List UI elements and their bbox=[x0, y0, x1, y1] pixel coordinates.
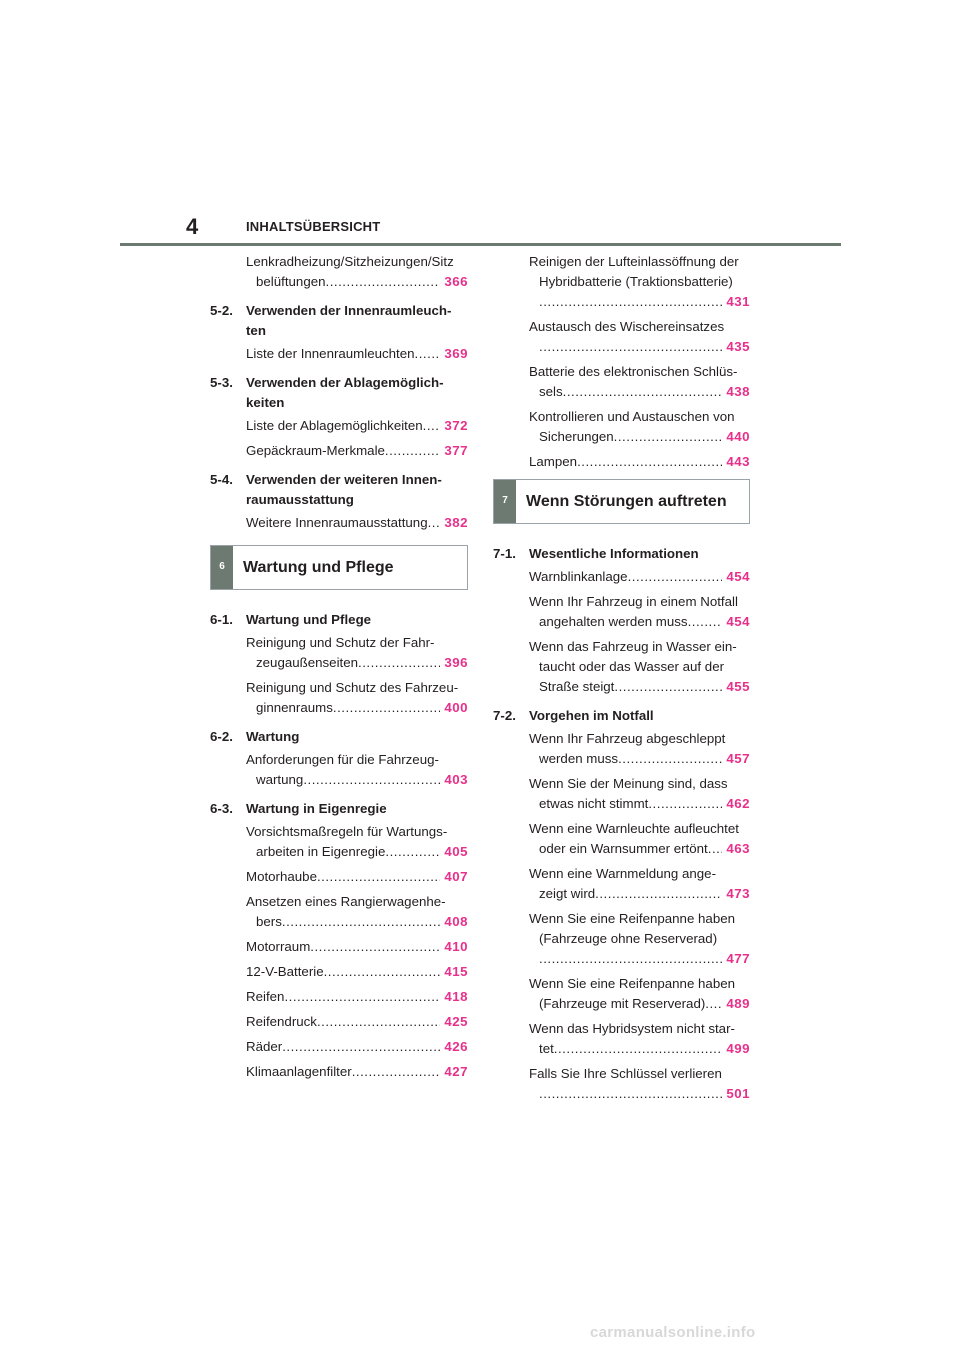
entry-leader-line bbox=[529, 452, 750, 472]
page-link[interactable]: 435 bbox=[726, 339, 750, 354]
page-link[interactable]: 408 bbox=[444, 914, 468, 929]
dot-leader bbox=[539, 949, 722, 969]
page-link[interactable]: 455 bbox=[726, 679, 750, 694]
dot-leader bbox=[303, 770, 440, 790]
dot-leader bbox=[284, 987, 440, 1007]
dot-leader bbox=[317, 867, 440, 887]
toc-entry[interactable] bbox=[246, 750, 468, 790]
page-link[interactable]: 489 bbox=[726, 996, 750, 1011]
entry-leader-line bbox=[539, 884, 750, 904]
entry-leader-line bbox=[256, 653, 468, 673]
page-link[interactable]: 372 bbox=[444, 418, 468, 433]
chapter-title: Wenn Störungen auftreten bbox=[526, 492, 727, 510]
entry-leader-line bbox=[539, 949, 750, 969]
entry-text-line: Wenn Sie der Meinung sind, dass bbox=[529, 776, 728, 791]
toc-entry[interactable] bbox=[246, 441, 468, 461]
page-link[interactable]: 454 bbox=[726, 569, 750, 584]
entry-leader-line bbox=[246, 1062, 468, 1082]
right-column bbox=[493, 252, 750, 1109]
entry-text-line: Hybridbatterie (Traktionsbatterie) bbox=[539, 274, 733, 289]
section-title: Wesentliche Informationen bbox=[529, 546, 699, 561]
page-link[interactable]: 403 bbox=[444, 772, 468, 787]
toc-entry[interactable] bbox=[246, 937, 468, 957]
toc-entry[interactable] bbox=[529, 819, 750, 859]
entry-text-line: Wenn Sie eine Reifenpanne haben bbox=[529, 911, 736, 926]
dot-leader bbox=[688, 612, 723, 632]
toc-entry[interactable] bbox=[246, 633, 468, 673]
page-link[interactable]: 377 bbox=[444, 443, 468, 458]
toc-entry[interactable] bbox=[529, 1019, 750, 1059]
toc-entry[interactable] bbox=[246, 892, 468, 932]
dot-leader bbox=[358, 653, 440, 673]
entry-text: wartung bbox=[256, 772, 304, 787]
toc-entry[interactable] bbox=[529, 317, 750, 357]
entry-text: Klimaanlagenfilter bbox=[246, 1064, 352, 1079]
dot-leader bbox=[554, 1039, 723, 1059]
page-link[interactable]: 366 bbox=[444, 274, 468, 289]
dot-leader bbox=[563, 382, 723, 402]
entry-text: Liste der Innenraumleuchten bbox=[246, 346, 415, 361]
dot-leader bbox=[415, 344, 441, 364]
section-heading bbox=[493, 544, 750, 564]
page-link[interactable]: 405 bbox=[444, 844, 468, 859]
entry-text-line: Austausch des Wischereinsatzes bbox=[529, 319, 725, 334]
entry-text-line: Reinigung und Schutz des Fahrzeu- bbox=[246, 680, 459, 695]
toc-entry[interactable] bbox=[529, 452, 750, 472]
toc-entry[interactable] bbox=[246, 416, 468, 436]
entry-text-line: taucht oder das Wasser auf der bbox=[539, 659, 725, 674]
section-heading bbox=[210, 373, 468, 413]
entry-text-line: Reinigen der Lufteinlassöffnung der bbox=[529, 254, 739, 269]
dot-leader bbox=[595, 884, 722, 904]
entry-text: etwas nicht stimmt bbox=[539, 796, 649, 811]
toc-entry[interactable] bbox=[529, 592, 750, 632]
entry-text-line: Vorsichtsmaßregeln für Wartungs- bbox=[246, 824, 448, 839]
entry-text: werden muss bbox=[539, 751, 619, 766]
dot-leader bbox=[539, 337, 722, 357]
entry-text: belüftungen bbox=[256, 274, 326, 289]
entry-leader-line bbox=[539, 677, 750, 697]
entry-leader-line bbox=[256, 698, 468, 718]
entry-text-line: Anforderungen für die Fahrzeug- bbox=[246, 752, 439, 767]
dot-leader bbox=[705, 994, 722, 1014]
dot-leader bbox=[423, 416, 441, 436]
toc-entry[interactable] bbox=[246, 822, 468, 862]
page-link[interactable]: 407 bbox=[444, 869, 468, 884]
section-title: Vorgehen im Notfall bbox=[529, 708, 654, 723]
entry-leader-line bbox=[256, 770, 468, 790]
entry-text: Straße steigt bbox=[539, 679, 615, 694]
entry-leader-line bbox=[529, 567, 750, 587]
entry-leader-line bbox=[246, 441, 468, 461]
entry-leader-line bbox=[539, 612, 750, 632]
toc-entry[interactable] bbox=[529, 864, 750, 904]
section-title: Verwenden der weiteren Innen-raumausstattung bbox=[246, 472, 442, 507]
toc-entry[interactable] bbox=[529, 362, 750, 402]
dot-leader bbox=[324, 962, 441, 982]
page-link[interactable]: 382 bbox=[444, 515, 468, 530]
section-heading bbox=[210, 470, 468, 510]
dot-leader bbox=[326, 272, 441, 292]
chapter-6-box[interactable] bbox=[210, 545, 468, 590]
dot-leader bbox=[333, 698, 440, 718]
entry-text: Sicherungen bbox=[539, 429, 614, 444]
page-link[interactable]: 438 bbox=[726, 384, 750, 399]
entry-leader-line bbox=[256, 912, 468, 932]
toc-entry[interactable] bbox=[529, 567, 750, 587]
dot-leader bbox=[628, 567, 723, 587]
toc-entry[interactable] bbox=[246, 678, 468, 718]
chapter-7-box[interactable] bbox=[493, 479, 750, 524]
toc-entry[interactable] bbox=[529, 637, 750, 697]
entry-text-line: Wenn das Fahrzeug in Wasser ein- bbox=[529, 639, 737, 654]
entry-text: oder ein Warnsummer ertönt bbox=[539, 841, 708, 856]
section-number: 5-2. bbox=[210, 303, 233, 318]
entry-leader-line bbox=[246, 416, 468, 436]
toc-entry[interactable] bbox=[246, 987, 468, 1007]
chapter-tab: 6 bbox=[211, 546, 233, 589]
page-link[interactable]: 418 bbox=[444, 989, 468, 1004]
entry-text: Reifen bbox=[246, 989, 285, 1004]
entry-leader-line bbox=[246, 1012, 468, 1032]
page-link[interactable]: 400 bbox=[444, 700, 468, 715]
dot-leader bbox=[317, 1012, 440, 1032]
entry-leader-line bbox=[246, 1037, 468, 1057]
entry-text-line: Ansetzen eines Rangierwagenhe- bbox=[246, 894, 446, 909]
entry-text-line: Wenn Sie eine Reifenpanne haben bbox=[529, 976, 736, 991]
section-number: 6-3. bbox=[210, 801, 233, 816]
page-link[interactable]: 431 bbox=[726, 294, 750, 309]
dot-leader bbox=[310, 937, 440, 957]
page-link[interactable]: 454 bbox=[726, 614, 750, 629]
entry-text: (Fahrzeuge mit Reserverad) bbox=[539, 996, 706, 1011]
section-heading bbox=[210, 727, 468, 747]
entry-text: sels bbox=[539, 384, 563, 399]
toc-entry[interactable] bbox=[246, 867, 468, 887]
page-link[interactable]: 477 bbox=[726, 951, 750, 966]
entry-text-line: Wenn eine Warnleuchte aufleuchtet bbox=[529, 821, 739, 836]
entry-leader-line bbox=[539, 749, 750, 769]
entry-text: Warnblinkanlage bbox=[529, 569, 628, 584]
entry-text-line: Wenn eine Warnmeldung ange- bbox=[529, 866, 717, 881]
entry-leader-line bbox=[539, 794, 750, 814]
dot-leader bbox=[618, 749, 722, 769]
page-link[interactable]: 499 bbox=[726, 1041, 750, 1056]
section-number: 5-3. bbox=[210, 375, 233, 390]
entry-text: ginnenraums bbox=[256, 700, 333, 715]
toc-entry[interactable] bbox=[529, 774, 750, 814]
entry-text-line: Wenn Ihr Fahrzeug abgeschleppt bbox=[529, 731, 726, 746]
dot-leader bbox=[648, 794, 722, 814]
toc-entry[interactable] bbox=[246, 252, 468, 292]
page-link[interactable]: 426 bbox=[444, 1039, 468, 1054]
dot-leader bbox=[539, 292, 722, 312]
section-title: Verwenden der Ablagemöglich-keiten bbox=[246, 375, 444, 410]
page-link[interactable]: 427 bbox=[444, 1064, 468, 1079]
page-link[interactable]: 425 bbox=[444, 1014, 468, 1029]
section-heading bbox=[493, 706, 750, 726]
page-link[interactable]: 443 bbox=[726, 454, 750, 469]
entry-text: Lampen bbox=[529, 454, 578, 469]
dot-leader bbox=[385, 441, 440, 461]
section-number: 6-2. bbox=[210, 729, 233, 744]
entry-text-line: Kontrollieren und Austauschen von bbox=[529, 409, 735, 424]
dot-leader bbox=[539, 1084, 722, 1104]
entry-leader-line bbox=[539, 839, 750, 859]
entry-text: Motorraum bbox=[246, 939, 311, 954]
entry-text-line: Wenn das Hybridsystem nicht star- bbox=[529, 1021, 735, 1036]
chapter-title: Wartung und Pflege bbox=[243, 558, 394, 576]
toc-entry[interactable] bbox=[529, 909, 750, 969]
section-number: 5-4. bbox=[210, 472, 233, 487]
section-number: 7-2. bbox=[493, 708, 516, 723]
dot-leader bbox=[614, 427, 723, 447]
dot-leader bbox=[282, 1037, 440, 1057]
toc-entry[interactable] bbox=[529, 729, 750, 769]
entry-leader-line bbox=[539, 1084, 750, 1104]
entry-text: Liste der Ablagemöglichkeiten bbox=[246, 418, 423, 433]
section-number: 7-1. bbox=[493, 546, 516, 561]
chapter-tab: 7 bbox=[494, 480, 516, 523]
section-title: Verwenden der Innenraumleuch-ten bbox=[246, 303, 452, 338]
entry-text-line: Batterie des elektronischen Schlüs- bbox=[529, 364, 738, 379]
running-head: INHALTSÜBERSICHT bbox=[246, 219, 381, 234]
entry-leader-line bbox=[539, 337, 750, 357]
page-number: 4 bbox=[186, 214, 199, 239]
entry-text: Gepäckraum-Merkmale bbox=[246, 443, 385, 458]
entry-text: zeigt wird bbox=[539, 886, 596, 901]
page-link[interactable]: 473 bbox=[726, 886, 750, 901]
toc-entry[interactable] bbox=[246, 1062, 468, 1082]
watermark: carmanualsonline.info bbox=[590, 1324, 756, 1341]
entry-text: Reifendruck bbox=[246, 1014, 317, 1029]
entry-leader-line bbox=[246, 344, 468, 364]
entry-text: zeugaußenseiten bbox=[256, 655, 359, 670]
entry-text-line: (Fahrzeuge ohne Reserverad) bbox=[539, 931, 718, 946]
page-link[interactable]: 462 bbox=[726, 796, 750, 811]
section-number: 6-1. bbox=[210, 612, 233, 627]
entry-text: Motorhaube bbox=[246, 869, 317, 884]
dot-leader bbox=[577, 452, 722, 472]
entry-leader-line bbox=[539, 1039, 750, 1059]
page-link[interactable]: 501 bbox=[726, 1086, 750, 1101]
page-link[interactable]: 463 bbox=[726, 841, 750, 856]
entry-text: arbeiten in Eigenregie bbox=[256, 844, 386, 859]
entry-leader-line bbox=[246, 962, 468, 982]
page-link[interactable]: 369 bbox=[444, 346, 468, 361]
entry-leader-line bbox=[246, 987, 468, 1007]
entry-leader-line bbox=[246, 937, 468, 957]
page-link[interactable]: 410 bbox=[444, 939, 468, 954]
entry-text: bers bbox=[256, 914, 282, 929]
page-link[interactable]: 396 bbox=[444, 655, 468, 670]
left-column bbox=[210, 252, 468, 1087]
section-title: Wartung bbox=[246, 729, 300, 744]
toc-entry[interactable] bbox=[246, 1012, 468, 1032]
dot-leader bbox=[352, 1062, 441, 1082]
entry-text: tet bbox=[539, 1041, 554, 1056]
entry-text-line: Reinigung und Schutz der Fahr- bbox=[246, 635, 435, 650]
entry-text: Räder bbox=[246, 1039, 283, 1054]
section-heading bbox=[210, 301, 468, 341]
section-heading bbox=[210, 610, 468, 630]
section-title: Wartung und Pflege bbox=[246, 612, 372, 627]
entry-leader-line bbox=[256, 842, 468, 862]
dot-leader bbox=[428, 513, 441, 533]
page-link[interactable]: 415 bbox=[444, 964, 468, 979]
toc-entry[interactable] bbox=[529, 974, 750, 1014]
dot-leader bbox=[614, 677, 722, 697]
entry-leader-line bbox=[539, 292, 750, 312]
entry-text: 12-V-Batterie bbox=[246, 964, 324, 979]
header-rule bbox=[120, 243, 841, 246]
entry-text: Weitere Innenraumausstattung bbox=[246, 515, 428, 530]
section-heading bbox=[210, 799, 468, 819]
page-link[interactable]: 440 bbox=[726, 429, 750, 444]
page-link[interactable]: 457 bbox=[726, 751, 750, 766]
entry-leader-line bbox=[256, 272, 468, 292]
entry-leader-line bbox=[539, 994, 750, 1014]
toc-entry[interactable] bbox=[246, 513, 468, 533]
dot-leader bbox=[385, 842, 440, 862]
entry-leader-line bbox=[539, 382, 750, 402]
entry-leader-line bbox=[246, 867, 468, 887]
entry-leader-line bbox=[539, 427, 750, 447]
dot-leader bbox=[708, 839, 723, 859]
entry-text-line: Wenn Ihr Fahrzeug in einem Notfall bbox=[529, 594, 738, 609]
toc-entry[interactable] bbox=[529, 1064, 750, 1104]
section-title: Wartung in Eigenregie bbox=[246, 801, 387, 816]
toc-entry[interactable] bbox=[246, 962, 468, 982]
dot-leader bbox=[282, 912, 440, 932]
toc-entry[interactable] bbox=[246, 1037, 468, 1057]
entry-leader-line bbox=[246, 513, 468, 533]
entry-text-line: Falls Sie Ihre Schlüssel verlieren bbox=[529, 1066, 722, 1081]
toc-entry[interactable] bbox=[529, 252, 750, 312]
entry-text-line: Lenkradheizung/Sitzheizungen/Sitz bbox=[246, 254, 454, 269]
toc-entry[interactable] bbox=[529, 407, 750, 447]
entry-text: angehalten werden muss bbox=[539, 614, 688, 629]
toc-entry[interactable] bbox=[246, 344, 468, 364]
